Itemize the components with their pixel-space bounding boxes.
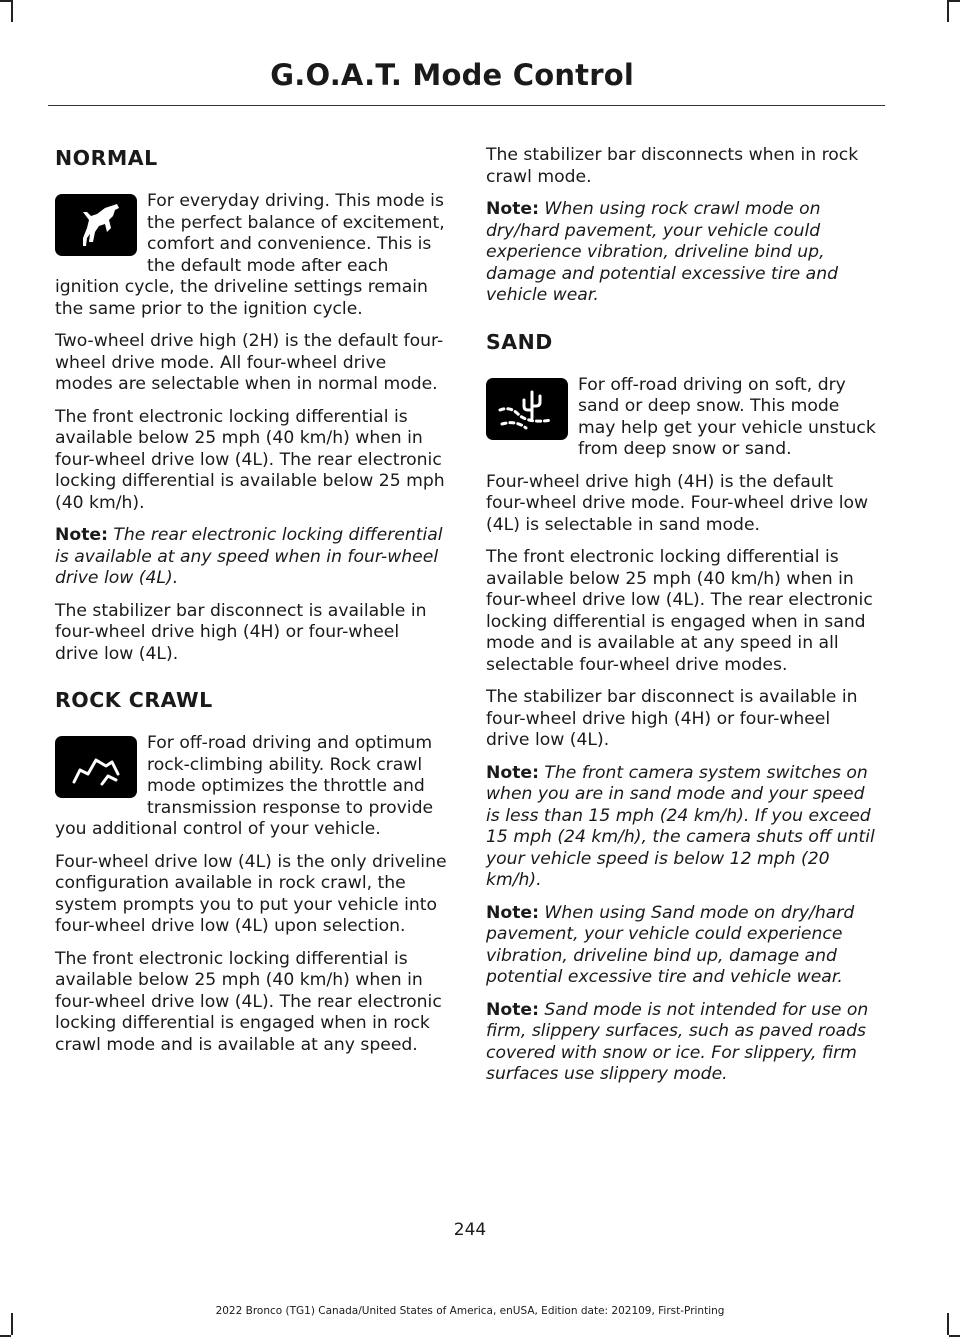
crop-mark	[11, 0, 13, 22]
rock-crawl-icon	[55, 736, 137, 798]
normal-intro-text: For everyday driving. This mode is the perfect balance of excitement, comfort and convenience. This is the default mode after each ignition cycle, the driveline settings remain the same prior to the ignition cycle.	[55, 191, 445, 319]
normal-note	[55, 525, 447, 590]
rock-crawl-paragraph-1: Four-wheel drive low (4L) is the only driveline configuration available in rock crawl, the system prompts you to put your vehicle into four-wheel drive low (4L) upon selection.	[55, 851, 447, 936]
rock-crawl-paragraph-2: The front electronic locking differential is available below 25 mph (40 km/h) when in four-wheel drive low (4L). The rear electronic locking differential is engaged when in rock crawl mode and is available at any speed.	[55, 948, 442, 1055]
crop-mark	[947, 1313, 949, 1335]
section-heading-normal: NORMAL	[55, 146, 158, 170]
crop-mark	[947, 0, 949, 22]
section-heading-rock-crawl: ROCK CRAWL	[55, 688, 213, 712]
sand-note-1	[486, 763, 878, 892]
note-label: Note:	[486, 199, 539, 219]
rock-crawl-intro-text: For off-road driving and optimum rock-climbing ability. Rock crawl mode optimizes the throttle and transmission response to provide you additional control of your vehicle.	[55, 733, 434, 839]
crop-mark	[949, 0, 960, 2]
note-label: Note:	[486, 902, 539, 923]
note-label: Note:	[486, 762, 539, 783]
page-title: G.O.A.T. Mode Control	[270, 58, 634, 92]
sand-intro-text: For off-road driving on soft, dry sand or deep snow. This mode may help get your vehicle unstuck from deep snow or sand.	[578, 374, 876, 459]
sand-note-2	[486, 903, 878, 989]
sand-paragraph-2: The front electronic locking differential is available below 25 mph (40 km/h) when in four-wheel drive low (4L). The rear electronic locking differential is engaged when in sand mode and is available at any speed in all selectable four-wheel drive modes.	[486, 547, 873, 675]
crop-mark	[0, 0, 11, 2]
edition-footer: 2022 Bronco (TG1) Canada/United States of America, enUSA, Edition date: 202109, First-Printing	[215, 1305, 725, 1317]
note-text: When using rock crawl mode on dry/hard pavement, your vehicle could experience vibration, driveline bind up, damage and potential excessive tire and vehicle wear.	[486, 199, 838, 305]
rock-crawl-paragraph-3: The stabilizer bar disconnects when in rock crawl mode.	[486, 145, 859, 187]
rock-crawl-intro	[55, 733, 447, 841]
note-text: The front camera system switches on when you are in sand mode and your speed is less than 15 mph (24 km/h). If you exceed 15 mph (24 km/h), the camera shuts off until your vehicle speed is below 12 mph (20 km/h).	[486, 762, 875, 890]
note-text: When using Sand mode on dry/hard pavement, your vehicle could experience vibration, driveline bind up, damage and potential excessive tire and vehicle wear.	[486, 902, 855, 987]
normal-paragraph-1: Two-wheel drive high (2H) is the default four-wheel drive mode. All four-wheel drive modes are selectable when in normal mode.	[55, 331, 444, 394]
left-column	[55, 145, 447, 1067]
sand-intro	[486, 375, 878, 461]
page-number: 244	[453, 1220, 487, 1240]
rock-crawl-note	[486, 199, 878, 307]
normal-paragraph-2: The front electronic locking differential is available below 25 mph (40 km/h) when in four-wheel drive low (4L). The rear electronic locking differential is available below 25 mph (40 km/h).	[55, 406, 445, 513]
normal-paragraph-3: The stabilizer bar disconnect is available in four-wheel drive high (4H) or four-wheel drive low (4L).	[55, 600, 427, 664]
right-column	[486, 145, 878, 1097]
sand-note-3	[486, 1000, 878, 1086]
note-label: Note:	[486, 999, 539, 1020]
sand-cactus-icon	[486, 378, 568, 440]
bronco-horse-icon	[55, 194, 137, 256]
note-label: Note:	[55, 525, 108, 545]
sand-paragraph-1: Four-wheel drive high (4H) is the default four-wheel drive mode. Four-wheel drive low (4L) is selectable in sand mode.	[486, 471, 869, 535]
section-heading-sand: SAND	[486, 329, 553, 354]
normal-intro	[55, 191, 447, 320]
sand-paragraph-3: The stabilizer bar disconnect is available in four-wheel drive high (4H) or four-wheel drive low (4L).	[486, 687, 858, 750]
note-text: The rear electronic locking differential is available at any speed when in four-wheel drive low (4L).	[55, 525, 443, 588]
header-rule	[48, 105, 885, 106]
note-text: Sand mode is not intended for use on firm, slippery surfaces, such as paved roads covered with snow or ice. For slippery, firm surfaces use slippery mode.	[486, 999, 869, 1084]
